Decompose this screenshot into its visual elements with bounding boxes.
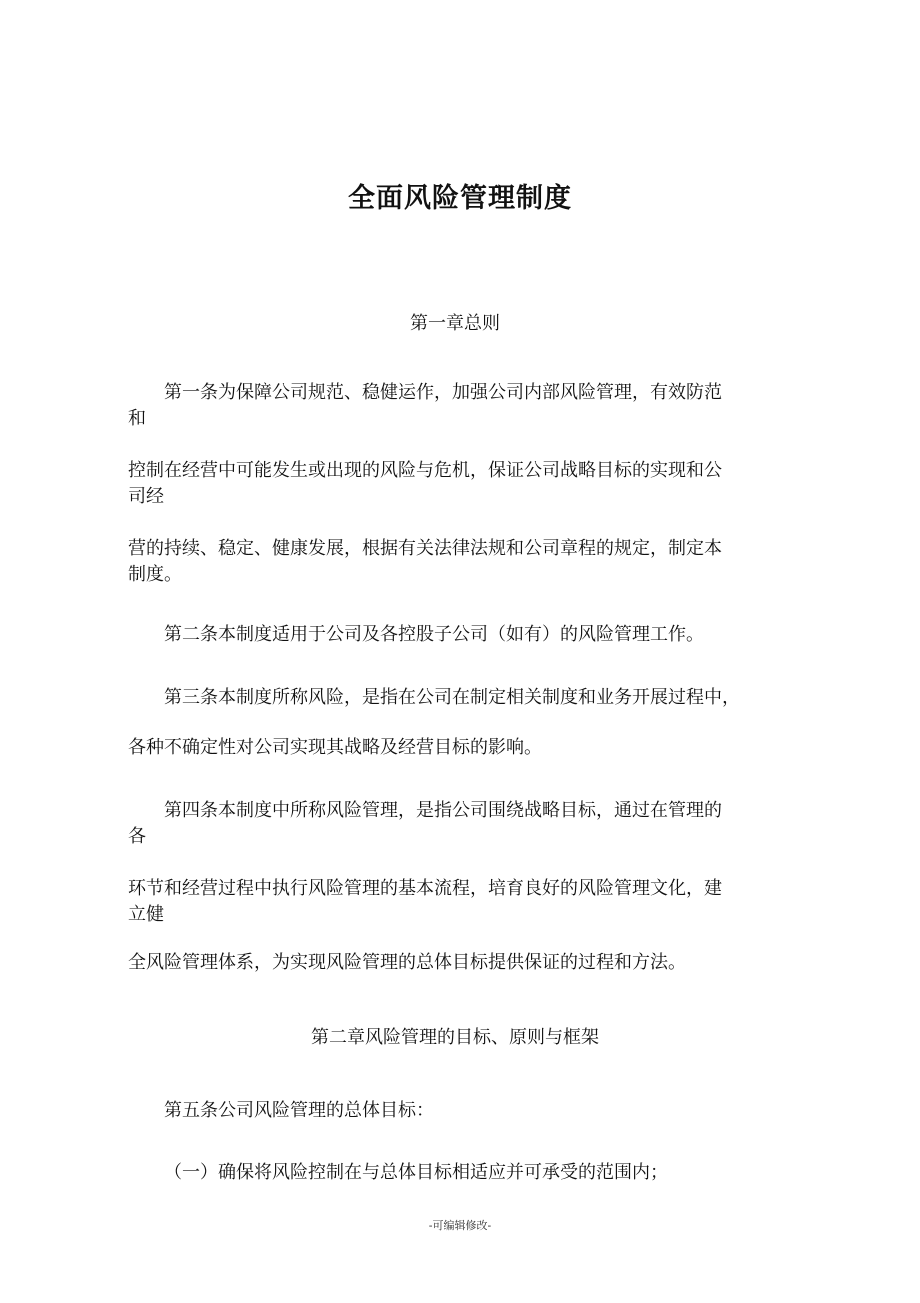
chapter-heading-1: 第一章总则: [410, 313, 500, 334]
article-1-line-3: 控制在经营中可能发生或出现的风险与危机，保证公司战略目标的实现和公: [128, 460, 722, 481]
article-1-line-1: 第一条为保障公司规范、稳健运作，加强公司内部风险管理，有效防范: [164, 382, 722, 403]
article-4-line-5: 全风险管理体系，为实现风险管理的总体目标提供保证的过程和方法。: [128, 952, 686, 973]
article-5-item-1: （一）确保将风险控制在与总体目标相适应并可承受的范围内；: [164, 1162, 668, 1183]
article-4-line-3: 环节和经营过程中执行风险管理的基本流程，培育良好的风险管理文化，建: [128, 878, 722, 899]
article-3-line-2: 各种不确定性对公司实现其战略及经营目标的影响。: [128, 737, 542, 758]
article-4-line-4: 立健: [128, 904, 164, 925]
article-3-line-1: 第三条本制度所称风险，是指在公司在制定相关制度和业务开展过程中，: [164, 687, 740, 708]
document-title: 全面风险管理制度: [348, 183, 572, 214]
article-1-line-4: 司经: [128, 486, 164, 507]
article-4-line-1: 第四条本制度中所称风险管理，是指公司围绕战略目标，通过在管理的: [164, 800, 722, 821]
article-4-line-2: 各: [128, 826, 146, 847]
article-5-line-1: 第五条公司风险管理的总体目标：: [164, 1100, 434, 1121]
article-2-line-1: 第二条本制度适用于公司及各控股子公司（如有）的风险管理工作。: [164, 624, 704, 645]
article-1-line-6: 制度。: [128, 564, 182, 585]
page-footer: -可编辑修改-: [428, 1219, 492, 1232]
article-1-line-2: 和: [128, 408, 146, 429]
chapter-heading-2: 第二章风险管理的目标、原则与框架: [311, 1027, 599, 1048]
article-1-line-5: 营的持续、稳定、健康发展，根据有关法律法规和公司章程的规定，制定本: [128, 538, 722, 559]
